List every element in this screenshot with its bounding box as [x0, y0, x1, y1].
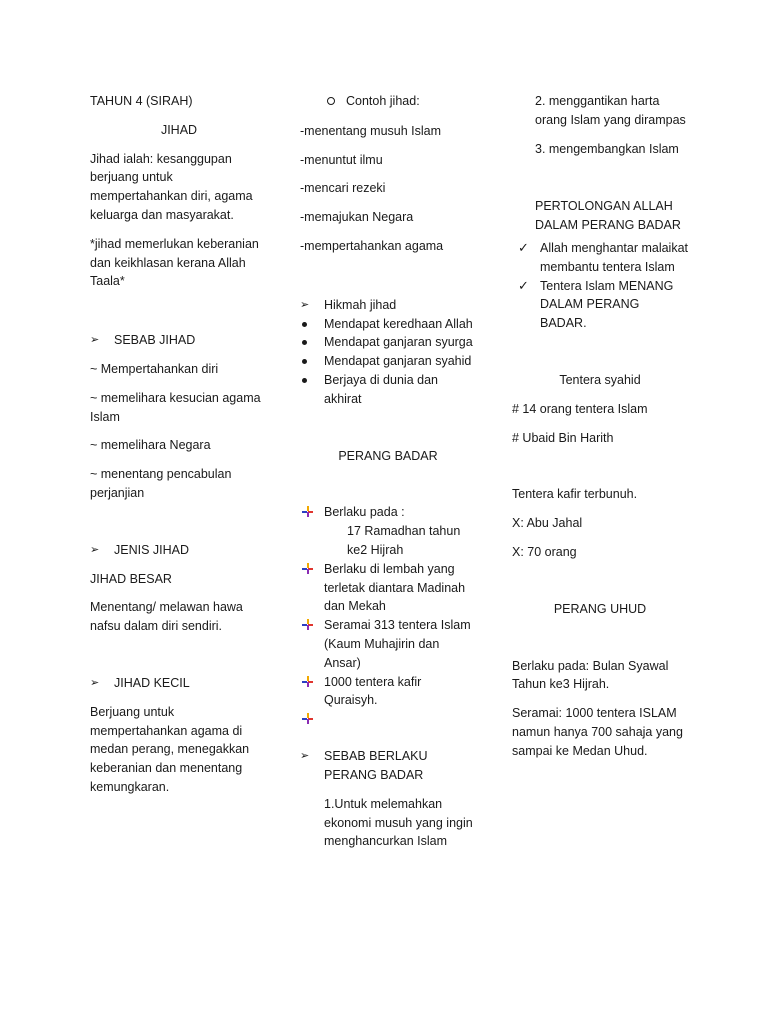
hikmah-item: Mendapat ganjaran syurga — [300, 333, 476, 352]
hikmah-heading: ➢ Hikmah jihad — [300, 296, 476, 315]
contoh-item: -menuntut ilmu — [300, 152, 383, 167]
badar-fact: Seramai 313 tentera Islam (Kaum Muhajirin dan Ansar) — [300, 616, 476, 672]
jenis-jihad-heading: ➢ JENIS JIHAD — [90, 541, 268, 560]
sebab-jihad-heading-list — [90, 331, 268, 350]
jihad-besar-heading: JIHAD BESAR — [90, 571, 172, 586]
dot-bullet-icon — [302, 322, 307, 327]
sebab-badar-3: 3. mengembangkan Islam — [535, 141, 679, 156]
check-bullet-icon: ✓ — [518, 239, 529, 255]
jihad-kecil-heading: ➢ JIHAD KECIL — [90, 674, 268, 693]
arrow-bullet-icon: ➢ — [90, 676, 100, 689]
four-color-star-bullet-icon — [302, 563, 313, 574]
jihad-definition: Jihad ialah: kesanggupan berjuang untuk mempertahankan diri, agama keluarga dan masyarakat. — [90, 151, 253, 222]
four-color-star-bullet-icon — [302, 676, 313, 687]
arrow-bullet-icon: ➢ — [300, 298, 310, 311]
sebab-item: ~ Mempertahankan diri — [90, 361, 219, 376]
badar-fact: Berlaku di lembah yang terletak diantara Madinah dan Mekah — [300, 560, 476, 616]
contoh-jihad-heading: Contoh jihad: — [300, 92, 476, 111]
column-3 — [512, 92, 688, 761]
perang-badar-title: PERANG BADAR — [338, 448, 438, 463]
badar-fact-empty — [300, 710, 476, 729]
pertolongan-item: ✓ Tentera Islam MENANG DALAM PERANG BADAR. — [518, 277, 674, 331]
kafir-item: X: Abu Jahal — [512, 516, 583, 531]
contoh-item: -menentang musuh Islam — [300, 123, 442, 138]
jihad-title: JIHAD — [160, 122, 198, 137]
sebab-item: ~ memelihara kesucian agama Islam — [90, 390, 261, 424]
pertolongan-heading: PERTOLONGAN ALLAH DALAM PERANG BADAR — [535, 199, 681, 233]
arrow-bullet-icon: ➢ — [300, 750, 310, 763]
badar-fact: Berlaku pada : 17 Ramadhan tahun ke2 Hijrah — [300, 503, 476, 559]
hikmah-item: Berjaya di dunia dan akhirat — [300, 371, 476, 409]
jihad-kecil-heading-list — [90, 674, 268, 693]
arrow-bullet-icon: ➢ — [90, 334, 100, 347]
four-color-star-bullet-icon — [302, 619, 313, 630]
uhud-seramai: Seramai: 1000 tentera ISLAM namun hanya 700 sahaja yang sampai ke Medan Uhud. — [512, 706, 683, 758]
tentera-syahid-heading: Tentera syahid — [559, 372, 641, 387]
four-color-star-bullet-icon — [302, 506, 313, 517]
tentera-kafir-heading: Tentera kafir terbunuh. — [512, 487, 638, 502]
sebab-badar-2: 2. menggantikan harta orang Islam yang dirampas — [535, 94, 686, 127]
arrow-bullet-icon: ➢ — [90, 543, 100, 556]
check-bullet-icon: ✓ — [518, 277, 529, 293]
badar-facts-list — [300, 503, 476, 729]
pertolongan-item: ✓ Allah menghantar malaikat membantu tentera Islam — [518, 239, 688, 274]
perang-uhud-title: PERANG UHUD — [553, 601, 647, 616]
contoh-item: -mempertahankan agama — [300, 238, 444, 253]
syahid-item: # 14 orang tentera Islam — [512, 401, 648, 416]
hikmah-item: Mendapat ganjaran syahid — [300, 352, 476, 371]
hikmah-list — [300, 296, 476, 409]
jenis-jihad-heading-list — [90, 541, 268, 560]
badar-fact: 1000 tentera kafir Quraisyh. — [300, 673, 476, 711]
jihad-besar-text: Menentang/ melawan hawa nafsu dalam diri sendiri. — [90, 600, 243, 634]
circle-bullet-icon — [327, 97, 335, 105]
dot-bullet-icon — [302, 359, 307, 364]
contoh-item: -mencari rezeki — [300, 181, 386, 196]
contoh-jihad-heading-list — [300, 92, 476, 111]
dot-bullet-icon — [302, 378, 307, 383]
hikmah-item: Mendapat keredhaan Allah — [300, 315, 476, 334]
page-heading: TAHUN 4 (SIRAH) — [90, 94, 193, 108]
column-1 — [90, 92, 268, 797]
uhud-berlaku: Berlaku pada: Bulan Syawal Tahun ke3 Hijrah. — [512, 658, 669, 692]
jihad-kecil-text: Berjuang untuk mempertahankan agama di medan perang, menegakkan keberanian dan menentang kemungkaran. — [90, 704, 250, 794]
dot-bullet-icon — [302, 340, 307, 345]
jihad-note: *jihad memerlukan keberanian dan keikhlasan kerana Allah Taala* — [90, 236, 259, 289]
four-color-star-bullet-icon — [302, 713, 313, 724]
sebab-jihad-heading: ➢ SEBAB JIHAD — [90, 331, 268, 350]
kafir-item: X: 70 orang — [512, 544, 577, 559]
sebab-item: ~ memelihara Negara — [90, 438, 211, 453]
sebab-badar-heading: ➢ SEBAB BERLAKU PERANG BADAR — [300, 749, 428, 782]
sebab-badar-1: 1.Untuk melemahkan ekonomi musuh yang ingin menghancurkan Islam — [324, 796, 473, 849]
syahid-item: # Ubaid Bin Harith — [512, 430, 614, 445]
sebab-badar-heading-list — [300, 747, 476, 785]
contoh-item: -memajukan Negara — [300, 210, 414, 225]
sebab-item: ~ menentang pencabulan perjanjian — [90, 467, 232, 500]
pertolongan-list — [512, 239, 688, 333]
badar-date: 17 Ramadhan tahun ke2 Hijrah — [347, 524, 461, 557]
column-2 — [300, 92, 476, 851]
